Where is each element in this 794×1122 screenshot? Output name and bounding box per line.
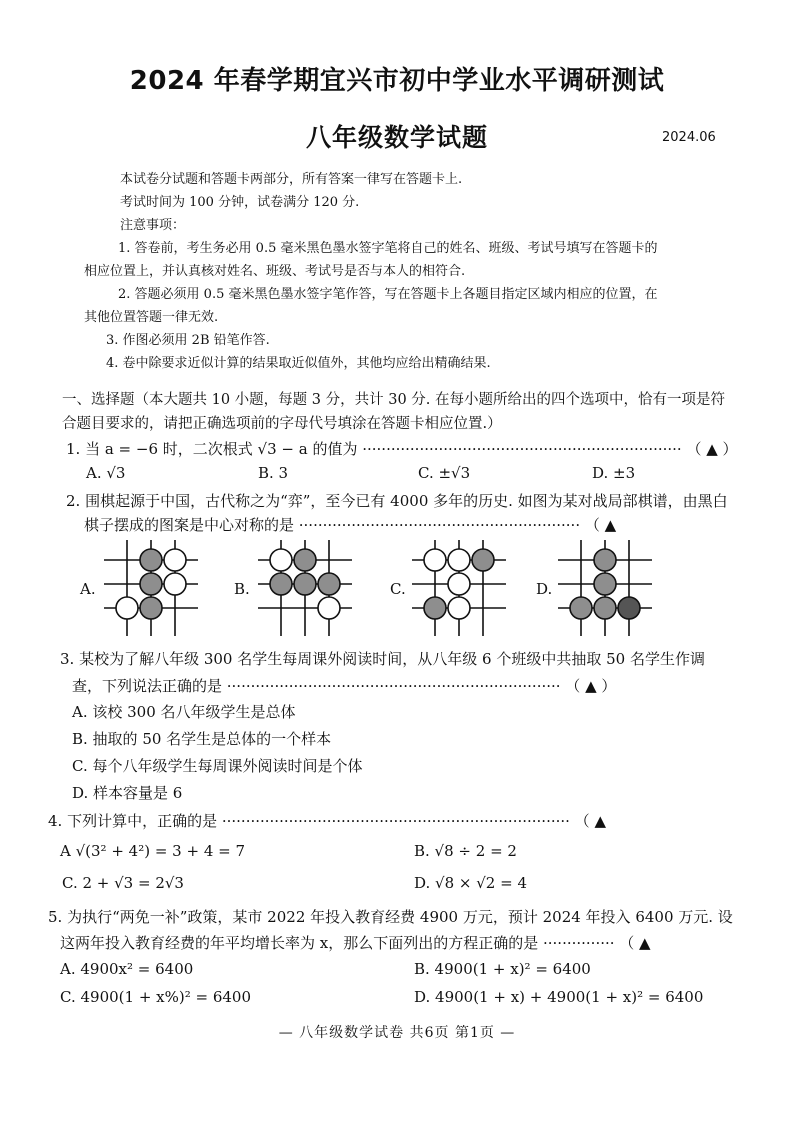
q4-option-b: B. √8 ÷ 2 = 2 (414, 842, 517, 860)
question-4-stem: 4. 下列计算中，正确的是 ········································································· （ ▲ (48, 812, 606, 830)
question-2-stem-2: 棋子摆成的图案是中心对称的是 ··························································· （ ▲ (84, 516, 617, 534)
black-stone (618, 597, 640, 619)
go-board-d (556, 538, 654, 638)
notice-item-2a: 2. 答题必须用 0.5 毫米黑色墨水签字笔作答，写在答题卡上各题目指定区域内相应的位置，在 (118, 287, 658, 302)
black-stone (424, 597, 446, 619)
q3-option-d: D. 样本容量是 6 (72, 784, 183, 802)
notice-heading: 注意事项： (120, 218, 186, 233)
black-stone (294, 573, 316, 595)
q1-option-d: D. ±3 (592, 464, 636, 482)
black-stone (594, 549, 616, 571)
black-stone (594, 573, 616, 595)
exam-subtitle: 八年级数学试题 (305, 123, 488, 152)
q2-option-d-label: D. (536, 580, 553, 598)
go-board-b (256, 538, 354, 638)
q2-option-a-label: A. (80, 580, 96, 598)
notice-item-2b: 其他位置答题一律无效. (84, 310, 219, 325)
go-board-a (102, 538, 200, 638)
question-2-stem-1: 2. 围棋起源于中国，古代称之为“弈”，至今已有 4000 多年的历史. 如图为某对战局部棋谱，由黑白 (66, 492, 728, 510)
white-stone (270, 549, 292, 571)
q5-option-b: B. 4900(1 + x)² = 6400 (414, 960, 591, 978)
q1-option-b: B. 3 (258, 464, 289, 482)
black-stone (318, 573, 340, 595)
black-stone (140, 573, 162, 595)
instruction-line-1: 本试卷分试题和答题卡两部分，所有答案一律写在答题卡上. (120, 172, 463, 187)
notice-item-4: 4. 卷中除要求近似计算的结果取近似值外，其他均应给出精确结果. (106, 356, 491, 371)
question-1-stem: 1. 当 a = −6 时，二次根式 √3 − a 的值为 ··································································· （ ▲ ） (66, 440, 738, 458)
exam-date: 2024.06 (662, 130, 716, 145)
q3-option-c: C. 每个八年级学生每周课外阅读时间是个体 (72, 757, 363, 775)
exam-title: 2024 年春学期宜兴市初中学业水平调研测试 (129, 66, 665, 96)
white-stone (448, 549, 470, 571)
question-5-stem-2: 这两年投入教育经费的年平均增长率为 x，那么下面列出的方程正确的是 ··············· （ ▲ (60, 934, 651, 952)
section-1-line-1: 一、选择题（本大题共 10 小题，每题 3 分，共计 30 分. 在每小题所给出的四个选项中，恰有一项是符 (62, 392, 725, 408)
q4-option-d: D. √8 × √2 = 4 (414, 874, 527, 892)
q2-option-b-label: B. (234, 580, 250, 598)
notice-item-3: 3. 作图必须用 2B 铅笔作答. (106, 333, 270, 348)
instruction-line-2: 考试时间为 100 分钟，试卷满分 120 分. (120, 195, 360, 210)
white-stone (116, 597, 138, 619)
q5-option-c: C. 4900(1 + x%)² = 6400 (60, 988, 252, 1006)
question-3-stem-1: 3. 某校为了解八年级 300 名学生每周课外阅读时间，从八年级 6 个班级中共抽取 50 名学生作调 (60, 650, 705, 668)
q1-option-a: A. √3 (86, 464, 126, 482)
black-stone (140, 549, 162, 571)
white-stone (318, 597, 340, 619)
black-stone (570, 597, 592, 619)
q4-option-a: A √(3² + 4²) = 3 + 4 = 7 (60, 842, 246, 860)
white-stone (164, 573, 186, 595)
black-stone (594, 597, 616, 619)
question-3-stem-2: 查，下列说法正确的是 ······································································ （ ▲ ） (72, 677, 617, 695)
white-stone (448, 573, 470, 595)
notice-item-1b: 相应位置上，并认真核对姓名、班级、考试号是否与本人的相符合. (84, 264, 466, 279)
go-board-c (410, 538, 508, 638)
q4-option-c: C. 2 + √3 = 2√3 (62, 874, 184, 892)
black-stone (140, 597, 162, 619)
q1-option-c: C. ±√3 (418, 464, 471, 482)
page-footer: — 八年级数学试卷 共6页 第1页 — (278, 1025, 516, 1041)
white-stone (448, 597, 470, 619)
notice-item-1a: 1. 答卷前，考生务必用 0.5 毫米黑色墨水签字笔将自己的姓名、班级、考试号填写在答题卡的 (118, 241, 658, 256)
q3-option-b: B. 抽取的 50 名学生是总体的一个样本 (72, 730, 332, 748)
black-stone (270, 573, 292, 595)
q5-option-a: A. 4900x² = 6400 (60, 960, 194, 978)
black-stone (472, 549, 494, 571)
q5-option-d: D. 4900(1 + x) + 4900(1 + x)² = 6400 (414, 988, 704, 1006)
question-5-stem-1: 5. 为执行“两免一补”政策，某市 2022 年投入教育经费 4900 万元，预计 2024 年投入 6400 万元. 设 (48, 908, 733, 926)
black-stone (294, 549, 316, 571)
white-stone (424, 549, 446, 571)
white-stone (164, 549, 186, 571)
section-1-line-2: 合题目要求的，请把正确选项前的字母代号填涂在答题卡相应位置.） (62, 416, 502, 432)
q3-option-a: A. 该校 300 名八年级学生是总体 (72, 703, 296, 721)
q2-option-c-label: C. (390, 580, 406, 598)
